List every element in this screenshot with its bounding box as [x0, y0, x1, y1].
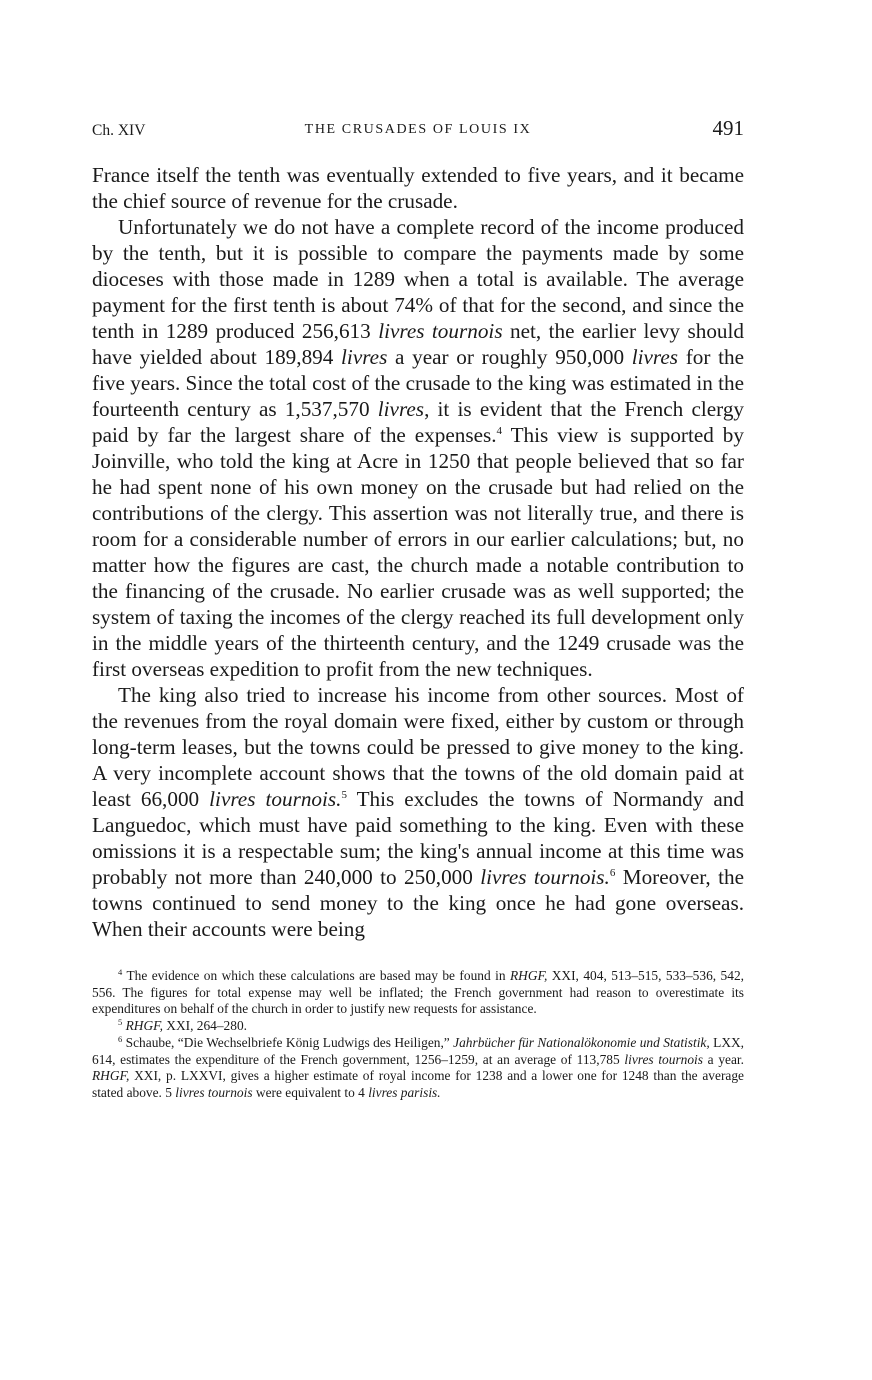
italic-term: livres [341, 345, 388, 369]
footnote-mark: 6 [118, 1033, 123, 1044]
book-page [92, 112, 744, 1102]
text-run: a year. [702, 1051, 744, 1067]
chapter-label: Ch. XIV [92, 122, 146, 139]
text-run: a year or roughly 950,000 [387, 345, 632, 369]
italic-term: RHGF, [125, 1018, 163, 1034]
footnote-ref-4[interactable]: 4 [496, 425, 503, 437]
text-run: LXX, 614, estimates the expenditure of the French government, 1256–1259, at an average of 113,785 [92, 1034, 745, 1067]
text-run: This view is supported by Joinville, who told the king at Acre in 1250 that people believed that so far he had spent none of his own money on the crusade but had relied on the contributions of the clergy. This assertion was not literally true, and there is room for a considerable number of errors in our earlier calculations; but, no matter how the figures are cast, the church made a notable contribution to the financing of the crusade. No earlier crusade was as well supported; the system of taxing the incomes of the clergy reached its full development only in the middle years of the thirteenth century, and the 1249 crusade was the first overseas expedition to profit from the new techniques. [92, 423, 744, 681]
running-head [92, 112, 744, 152]
italic-term: livres tournois. [209, 787, 342, 811]
text-run: The evidence on which these calculations are based may be found in [122, 968, 510, 983]
text-run: The king also tried to increase his income from other sources. Most of the revenues from the royal domain were fixed, either by custom or through long-term leases, but the towns could be pressed to give money to the king. A very incomplete account shows that the towns of the old domain paid at least 66,000 [92, 683, 744, 811]
body-text [92, 162, 744, 942]
text-run: Unfortunately we do not have a complete record of the income produced by the tenth, but it is possible to compare the payments made by some dioceses with those made in 1289 when a total is available. The average payment for the first tenth is about 74% of that for the second, and since the tenth in 1289 produced 256,613 [92, 215, 744, 343]
footnote-ref-6[interactable]: 6 [609, 867, 616, 879]
text-run: XXI, p. LXXVI, gives a higher estimate of royal income for 1238 and a lower one for 1248 than the average stated above. 5 [92, 1068, 744, 1100]
paragraph-continued: France itself the tenth was eventually extended to five years, and it became the chief source of revenue for the crusade. [92, 163, 744, 213]
text-run: XXI, 404, 513–515, 533–536, 542, 556. The figures for total expense may well be inflated; the French government had reason to overestimate its expenditures on behalf of the church in order to justify new requests for assistance. [92, 968, 744, 1017]
text-run: , it is evident that the French clergy paid by far the largest share of the expenses. [92, 397, 745, 447]
paragraph-towns-income [92, 682, 744, 942]
italic-term: livres tournois [624, 1051, 703, 1067]
footnote-ref-5[interactable]: 5 [341, 789, 347, 801]
italic-term: RHGF, [92, 1068, 130, 1084]
text-run: for the five years. Since the total cost of the crusade to the king was estimated in the fourteenth century as 1,537,570 [92, 345, 745, 421]
footnote-6 [92, 1035, 744, 1102]
italic-term: livres tournois [175, 1084, 253, 1100]
running-title: THE CRUSADES OF LOUIS IX [304, 122, 532, 137]
footnote-mark: 4 [118, 967, 123, 977]
footnote-5 [92, 1018, 744, 1035]
page-number: 491 [712, 116, 744, 140]
text-run: This excludes the towns of Normandy and Languedoc, which must have paid something to the king. Even with these omissions it is a respectable sum; the king's annual income at this time was probably not more than 240,000 to 250,000 [92, 787, 744, 889]
footnote-mark: 5 [118, 1017, 123, 1028]
italic-term: RHGF, [509, 968, 548, 983]
text-run: net, the earlier levy should have yielded about 189,894 [92, 319, 744, 369]
italic-term: livres tournois. [480, 865, 610, 889]
italic-term: Jahrbücher für Nationalökonomie und Statistik, [453, 1034, 710, 1050]
text-run: were equivalent to 4 [252, 1084, 369, 1100]
paragraph-tenth-income [92, 214, 744, 682]
italic-term: livres tournois [378, 319, 503, 343]
italic-term: livres [631, 345, 679, 369]
footnote-4 [92, 968, 744, 1018]
text-run: XXI, 264–280. [162, 1018, 247, 1034]
italic-term: livres parisis. [368, 1084, 441, 1100]
footnotes [92, 968, 744, 1102]
text-run: Schaube, “Die Wechselbriefe König Ludwigs des Heiligen,” [122, 1034, 454, 1050]
text-run: Moreover, the towns continued to send money to the king once he had gone overseas. When their accounts were being [92, 865, 744, 941]
italic-term: livres [377, 397, 425, 421]
